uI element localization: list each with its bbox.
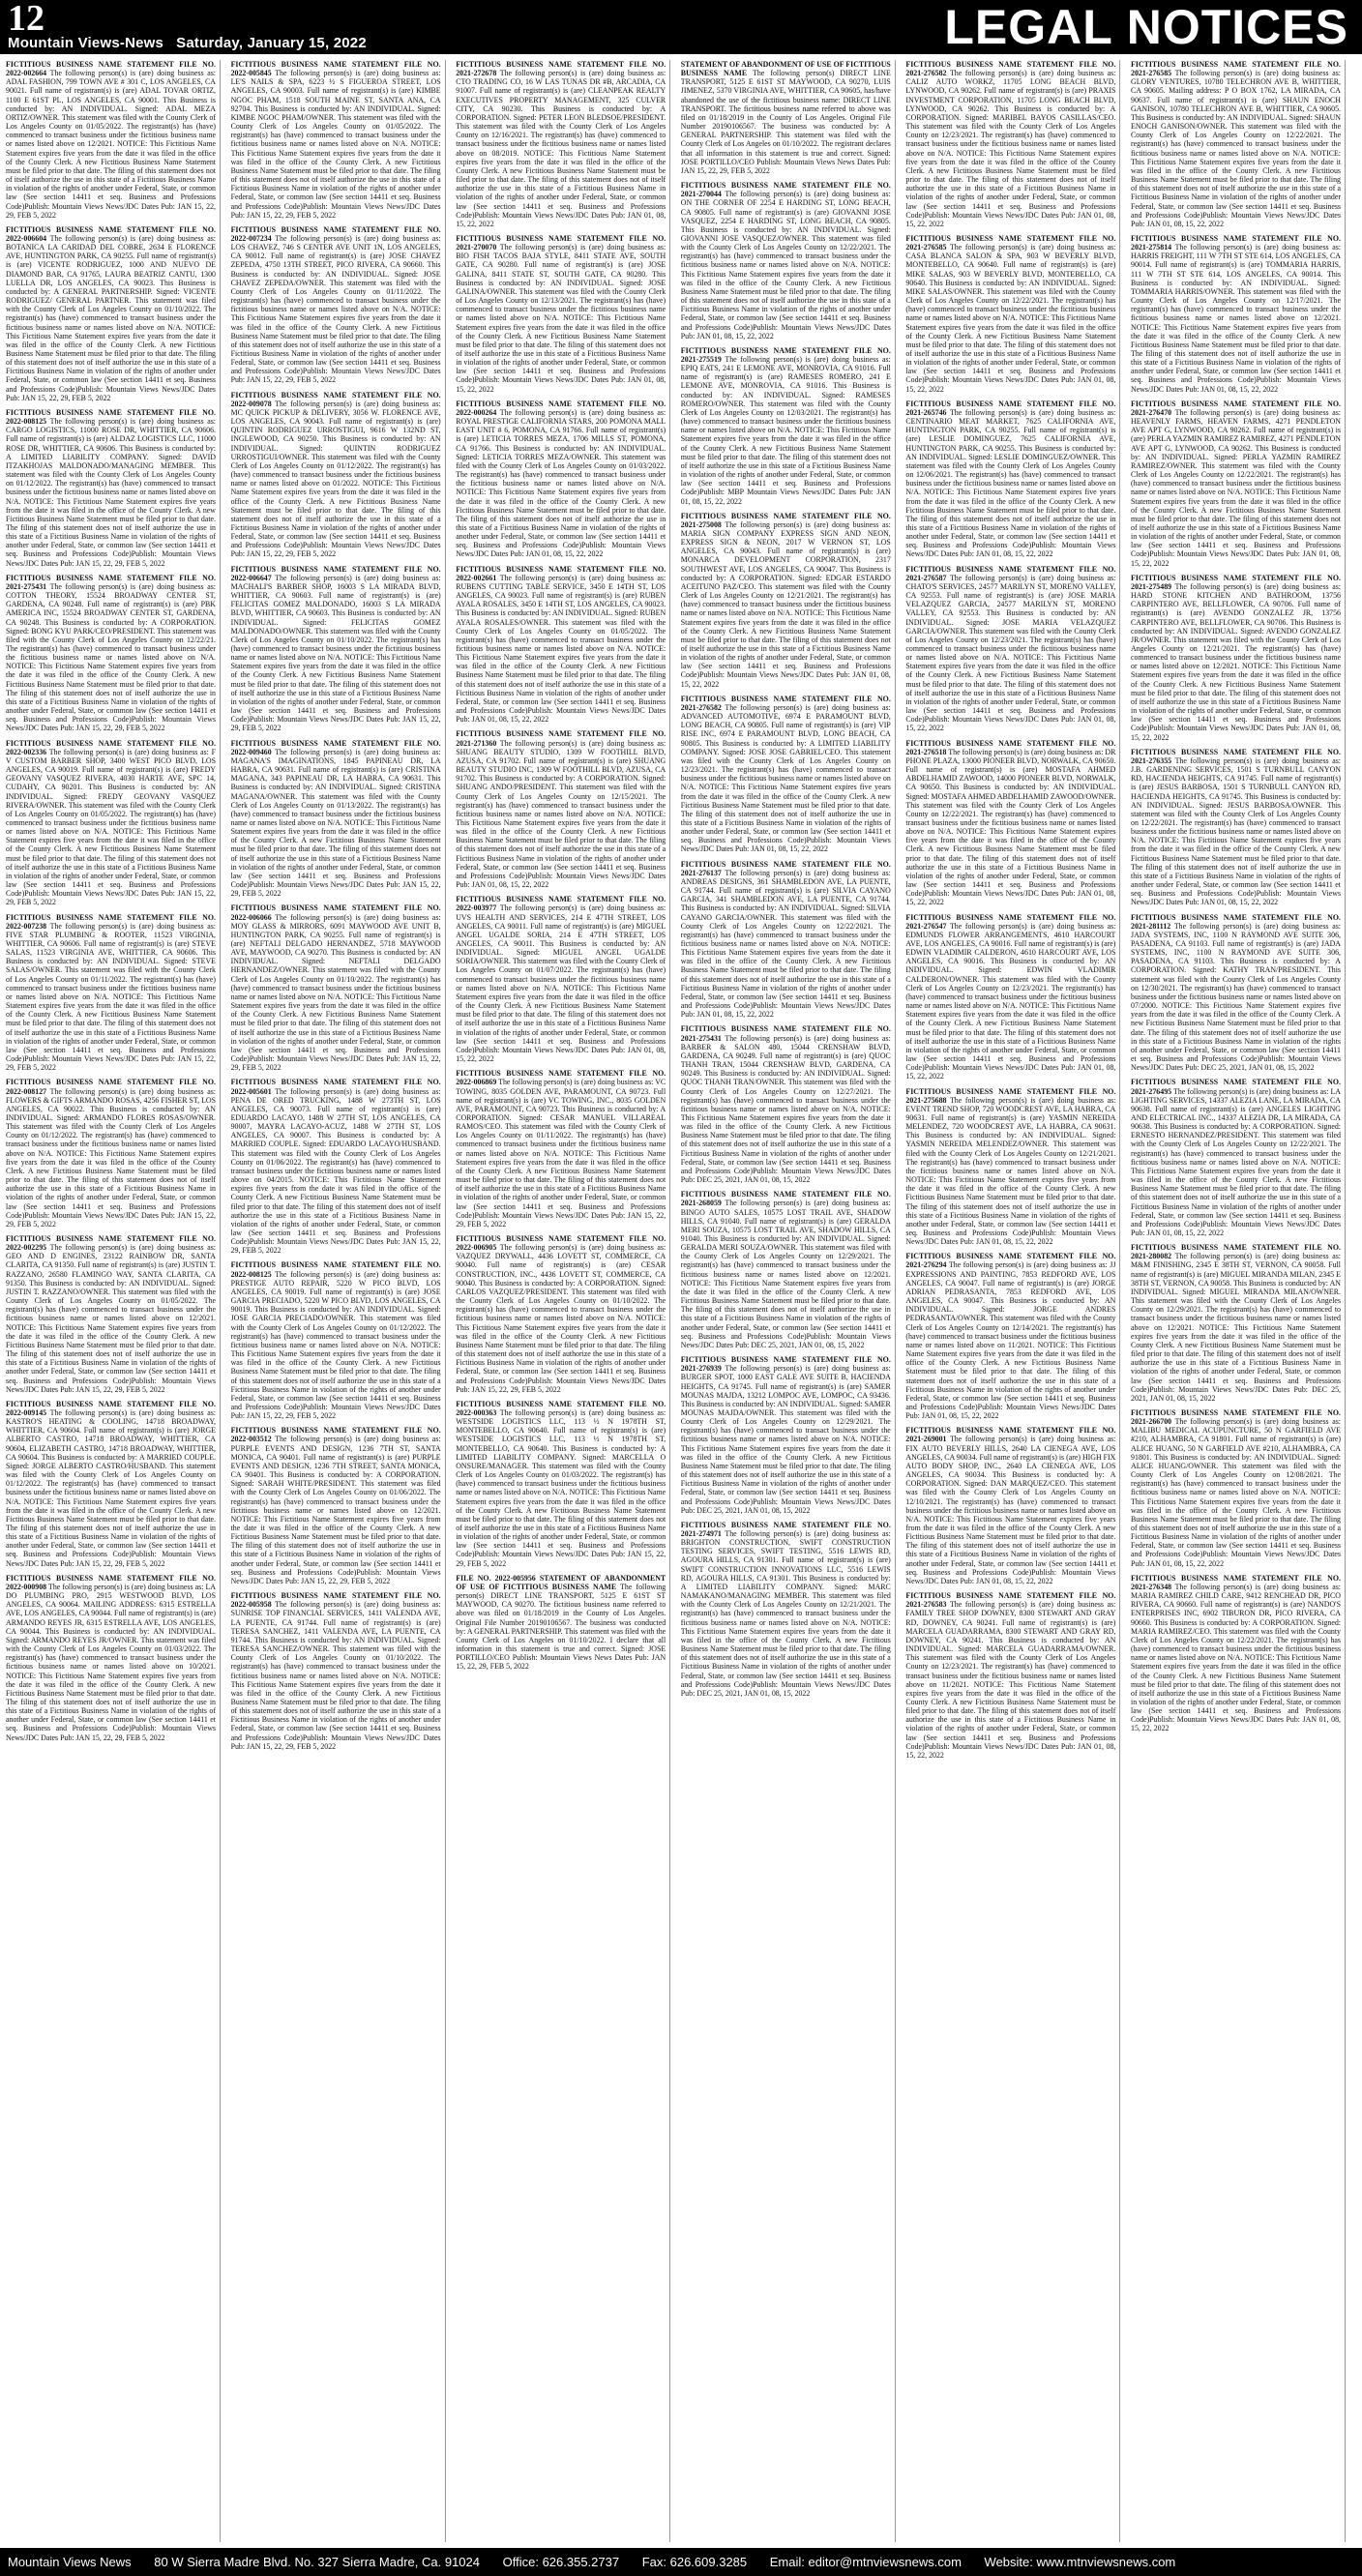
legal-notice (231, 1426, 441, 1585)
notice-body: The following person(s) is (are) doing business as: VC TOWING, 8035 GOLDEN AVE, PARAMOUNT, CA 90723. Full name of registrant(s) is (are) VC TOWING, INC., 8035 GOLDEN AVE, PARAMOUNT, CA 90723. This Business is conducted by: A CORPORATION. Signed: CESAR MANUEL VILLAREAL RAMOS/CEO. This statement was filed with the County Clerk of Los Angeles County on 01/11/2022. The registrant(s) has (have) commenced to transact business under the fictitious business name or names listed above on N/A. NOTICE: This Fictitious Name Statement expires five years from the date it was filed in the office of the County Clerk. A new Fictitious Business Name Statement must be filed prior to that date. The filing of this statement does not of itself authorize the use in this state of a Fictitious Business Name in violation of the rights of another under Federal, State, or common law (See section 14411 et seq. Business and Professions Code)Publish: Mountain Views News/JDC Dates Pub: JAN 15, 22, 29, FEB 5, 2022 (456, 1078, 666, 1229)
legal-notice (905, 565, 1115, 733)
legal-notice (6, 913, 216, 1073)
notice-heading: FICTITIOUS BUSINESS NAME STATEMENT FILE NO. 2022-009460 (230, 738, 441, 756)
footer-website: Website: www.mtnviewsnews.com (984, 2555, 1176, 2569)
notice-column (905, 60, 1120, 2542)
notice-heading: FICTITIOUS BUSINESS NAME STATEMENT FILE NO. 2021-271360 (456, 729, 666, 748)
footer-address: 80 W Sierra Madre Blvd. No. 327 Sierra Madre, Ca. 91024 (154, 2555, 480, 2569)
notice-body: The following person(s) is (are) doing business as: CARGO LOGISTICS, 11000 ROSE DR, WHITTIER, CA 90606. Full name of registrant(s) is (are) ALDAZ LOGISTICS LLC, 11000 ROSE DR, WHITTIER, CA 90606. This Business is conducted by: A LIMITED LIABILITY COMPANY. Signed: DAVID ITZAKHOJAS MALDONADO/MANAGING MEMBER. This statement was filed with the County Clerk of Los Angeles County on 01/12/2022. The registrant(s) has (have) commenced to transact business under the fictitious business name or names listed above on N/A. NOTICE: This Fictitious Name Statement expires five years from the date it was filed in the office of the County Clerk. A new Fictitious Business Name Statement must be filed prior to that date. The filing of this statement does not of itself authorize the use in this state of a Fictitious Business Name in violation of the rights of another under Federal, State, or common law (See section 14411 et seq. Business and Professions Code)Publish: Mountain Views News/JDC Dates Pub: JAN 15, 22, 29, FEB 5, 2022 (6, 417, 216, 568)
footer-fax: Fax: 626.609.3285 (641, 2555, 748, 2569)
notice-heading: FICTITIOUS BUSINESS NAME STATEMENT FILE NO. 2021-275688 (905, 1086, 1116, 1105)
notice-heading: FICTITIOUS BUSINESS NAME STATEMENT FILE NO. 2021-276518 (905, 738, 1116, 756)
notice-heading: FICTITIOUS BUSINESS NAME STATEMENT FILE NO. 2022-009078 (230, 390, 441, 408)
notice-body: The following person(s) is (are) doing business as: MAGANA'S IMAGINATIONS, 1845 PAPINEAU DR, LA HABRA, CA 90631. Full name of registrant(s) is (are) CRISTINA MAGANA, 343 PAPINEAU DR, LA HABRA, CA 90631. This Business is conducted by: AN INDIVIDUAL. Signed: CRISTINA MAGANA/OWNER. This statement was filed with the County Clerk of Los Angeles County on 01/13/2022. The registrant(s) has (have) commenced to transact business under the fictitious business name or names listed above on N/A. NOTICE: This Fictitious Name Statement expires five years from the date it was filed in the office of the County Clerk. A new Fictitious Business Name Statement must be filed prior to that date. The filing of this statement does not of itself authorize the use in this state of a Fictitious Business Name in violation of the rights of another under Federal, State, or common law (See section 14411 et seq. Business and Professions Code)Publish: Mountain Views News/JDC Dates Pub: JAN 15, 22, 29, FEB 5, 2022 (230, 747, 441, 899)
legal-notice (1131, 1408, 1341, 1568)
notice-heading: FICTITIOUS BUSINESS NAME STATEMENT FILE NO. 2022-007234 (230, 224, 441, 243)
notice-heading: FICTITIOUS BUSINESS NAME STATEMENT FILE NO. 2022-005958 (230, 1591, 441, 1610)
legal-notice (456, 1069, 666, 1229)
publication-name: Mountain Views-News (8, 35, 164, 51)
notice-heading: FICTITIOUS BUSINESS NAME STATEMENT FILE NO. 2021-275431 (680, 1024, 891, 1043)
notice-heading: FICTITIOUS BUSINESS NAME STATEMENT FILE NO. 2021-266700 (1131, 1407, 1341, 1427)
notice-body: The following person(s) is (are) doing business as: CHATO'S SERVICES, 24577 MARILYN ST, MORENO VALLEY, CA 92553. Full name of registrant(s) is (are) JOSE MARIA VELAZQUEZ GARCIA, 24577 MARILYN ST, MORENO VALLEY, CA 92553. This Business is conducted by: AN INDIVIDUAL. Signed: JOSE MARIA VELAZQUEZ GARCIA/OWNER. This statement was filed with the County Clerk of Los Angeles County on 12/23/2021. The registrant(s) has (have) commenced to transact business under the fictitious business name or names listed above on N/A. NOTICE: This Fictitious Name Statement expires five years from the date it was filed in the office of the County Clerk. A new Fictitious Business Name Statement must be filed prior to that date. The filing of this statement does not of itself authorize the use in this state of a Fictitious Business Name in violation of the rights of another under Federal, State, or common law (See section 14411 et seq. Business and Professions Code)Publish: Mountain Views News/JDC Dates Pub: JAN 01, 08, 15, 22, 2022 (905, 573, 1116, 733)
notice-heading: FICTITIOUS BUSINESS NAME STATEMENT FILE NO. 2022-005601 (230, 1078, 441, 1096)
notice-body: The following person(s) is (are) doing business as: ADAL FASHION, 799 TOWN AVE # 301 C, LOS ANGELES, CA 90021. Full name of registrant(s) is (are) ADAL TOVAR ORTIZ, 1100 E 61ST PL, LOS ANGELES, CA 90001. This Business is conducted by: AN INDIVIDUAL. Signed: ADAL MEZA ORTIZ/OWNER. This statement was filed with the County Clerk of Los Angeles County on 01/05/2022. The registrant(s) has (have) commenced to transact business under the fictitious business name or names listed above on 12/2021. NOTICE: This Fictitious Name Statement expires five years from the date it was filed in the office of the County Clerk. A new Fictitious Business Name Statement must be filed prior to that date. The filing of this statement does not of itself authorize the use in this state of a Fictitious Business Name in violation of the rights of another under Federal, State, or common law (See section 14411 et seq. Business and Professions Code)Publish: Mountain Views News/JDC Dates Pub: JAN 15, 22, 29, FEB 5, 2022 (6, 69, 216, 220)
notice-column (681, 60, 896, 2542)
notice-body: The following person(s) is (are) doing business as: MACHALI'S BARBER SHOP, 16003 S LA MIRADA BLVD, WHITTIER, CA 90603. Full name of registrant(s) is (are) FELICITAS GOMEZ MALDONADO, 16003 S LA MIRADA BLVD, WHITTIER, CA 90603. This Business is conducted by: AN INDIVIDUAL. Signed: FELICITAS GOMEZ MALDONADO/OWNER. This statement was filed with the County Clerk of Los Angeles County on 01/10/2022. The registrant(s) has (have) commenced to transact business under the fictitious business name or names listed above on N/A. NOTICE: This Fictitious Name Statement expires five years from the date it was filed in the office of the County Clerk. A new Fictitious Business Name Statement must be filed prior to that date. The filing of this statement does not of itself authorize the use in this state of a Fictitious Business Name in violation of the rights of another under Federal, State, or common law (See section 14411 et seq. Business and Professions Code)Publish: Mountain Views News/JDC Dates Pub: JAN 15, 22, 29, FEB 5, 2022 (230, 573, 441, 733)
notice-body: The following person(s) is (are) doing business as: LOS CHAVEZ, 746 S CENTER AVE UNIT 1N, LOS ANGELES, CA 90012. Full name of registrant(s) is (are) JOSE CHAVEZ ZEPEDA, 4750 13TH STREET, PICO RIVERA, CA 90660. This Business is conducted by: AN INDIVIDUAL. Signed: JOSE CHAVEZ ZEPEDA/OWNER. This statement was filed with the County Clerk of Los Angeles County on 01/11/2022. The registrant(s) has (have) commenced to transact business under the fictitious business name or names listed above on N/A. NOTICE: This Fictitious Name Statement expires five years from the date it was filed in the office of the County Clerk. A new Fictitious Business Name Statement must be filed prior to that date. The filing of this statement does not of itself authorize the use in this state of a Fictitious Business Name in violation of the rights of another under Federal, State, or common law (See section 14411 et seq. Business and Professions Code)Publish: Mountain Views News/JDC Dates Pub: JAN 15, 22, 29, FEB 5, 2022 (230, 233, 441, 385)
notice-heading: FICTITIOUS BUSINESS NAME STATEMENT FILE NO. 2021-276137 (680, 859, 891, 877)
notice-heading: STATEMENT OF ABANDONMENT OF USE OF FICTITIOUS BUSINESS NAME (680, 60, 891, 78)
notice-body: The following person(s) is (are) doing business as: PENA DE ORED TRUCKING, 1488 W 273TH ST, LOS ANGELES, CA 90073. Full name of registrant(s) is (are) EDUARDO LACAYO, 1488 W 27TH ST, LOS ANGELES, CA 90007, MAYRA LACAYO-ACUZ, 1488 W 27TH ST, LOS ANGELES, CA 90007. This Business is conducted by: A MARRIED COUPLE. Signed: EDUARDO LACAYO/HUSBAND. This statement was filed with the County Clerk of Los Angeles County on 01/06/2022. The registrant(s) has (have) commenced to transact business under the fictitious business name or names listed above on 04/2015. NOTICE: This Fictitious Name Statement expires five years from the date it was filed in the office of the County Clerk. A new Fictitious Business Name Statement must be filed prior to that date. The filing of this statement does not of itself authorize the use in this state of a Fictitious Business Name in violation of the rights of another under Federal, State, or common law (See section 14411 et seq. Business and Professions Code)Publish: Mountain Views News/JDC Dates Pub: JAN 15, 22, 29, FEB 5, 2022 (230, 1086, 441, 1256)
legal-notice (456, 1234, 666, 1394)
legal-notice (6, 574, 216, 733)
notice-heading: FICTITIOUS BUSINESS NAME STATEMENT FILE NO. 2022-009145 (6, 1399, 216, 1417)
legal-notice (231, 391, 441, 559)
footer-office-phone: Office: 626.355.2737 (502, 2555, 620, 2569)
notice-body: The following person(s) is (are) doing business as: LA DO PLUMBING PRO, 2915 WESTWOOD BLVD, LOS ANGELES, CA 90064. MAILING ADDRESS: 6315 ESTRELLA AVE, LOS ANGELES, CA 90044. Full name of registrant(s) is (are) ARMANDO REYES JR, 6315 ESTRELLA AVE, LOS ANGELES, CA 90044. This Business is conducted by: AN INDIVIDUAL. Signed: ARMANDO REYES JR/OWNER. This statement was filed with the County Clerk of Los Angeles County on 01/03/2022. The registrant(s) has (have) commenced to transact business under the fictitious business name or names listed above on 10/2021. NOTICE: This Fictitious Name Statement expires five years from the date it was filed in the office of the County Clerk. A new Fictitious Business Name Statement must be filed prior to that date. The filing of this statement does not of itself authorize the use in this state of a Fictitious Business Name in violation of the rights of another under Federal, State, or common law (See section 14411 et seq. Business and Professions Code)Publish: Mountain Views News/JDC Dates Pub: JAN 15, 22, 29, FEB 5, 2022 (6, 1582, 216, 1742)
legal-notice (231, 739, 441, 899)
notice-body: The following person(s) is (are) doing business as: CALIZ AUTO WORKZ, 11705 LONG BEACH BLVD, LYNWOOD, CA 90262. Full name of registrant(s) is (are) PRAXIS INVESTMENT CORPORATION, 11705 LONG BEACH BLVD, LYNWOOD, CA 90262. This Business is conducted by: A CORPORATION. Signed: MARIBEL BAYOS CASILLAS/CEO. This statement was filed with the County Clerk of Los Angeles County on 12/23/2021. The registrant(s) has (have) commenced to transact business under the fictitious business name or names listed above on N/A. NOTICE: This Fictitious Name Statement expires five years from the date it was filed in the office of the County Clerk. A new Fictitious Business Name Statement must be filed prior to that date. The filing of this statement does not of itself authorize the use in this state of a Fictitious Business Name in violation of the rights of another under Federal, State, or common law (See section 14411 et seq. Business and Professions Code)Publish: Mountain Views News/JDC Dates Pub: JAN 01, 08, 15, 22, 2022 (905, 69, 1116, 228)
notice-body: The following person(s) is (are) doing business as: EDMUNDS FLOWER ARRANGEMENTS, 4610 HARCOURT AVE, LOS ANGELES, CA 90016. Full name of registrant(s) is (are) EDWIN VLADIMIR CALDERON, 4610 HARCOURT AVE, LOS ANGELES, CA 90016. This Business is conducted by: AN INDIVIDUAL. Signed: EDWIN VLADIMIR CALDERON/OWNER. This statement was filed with the County Clerk of Los Angeles County on 12/23/2021. The registrant(s) has (have) commenced to transact business under the fictitious business name or names listed above on N/A. NOTICE: This Fictitious Name Statement expires five years from the date it was filed in the office of the County Clerk. A new Fictitious Business Name Statement must be filed prior to that date. The filing of this statement does not of itself authorize the use in this state of a Fictitious Business Name in violation of the rights of another under Federal, State, or common law (See section 14411 et seq. Business and Professions Code)Publish: Mountain Views News/JDC Dates Pub: JAN 01, 08, 15, 22, 2022 (905, 921, 1116, 1081)
notice-body: The following person(s) is (are) doing business as: COTTON THEORY, 15524 BROADWAY CENTER ST, GARDENA, CA 90248. Full name of registrant(s) is (are) PBK AMERICA INC, 15524 BROADWAY CENTER ST, GARDENA, CA 90248. This Business is conducted by: A CORPORATION. Signed: BONG KYU PARK/CEO/PRESIDENT. This statement was filed with the County Clerk of Los Angeles County on 12/22/21. The registrant(s) has (have) commenced to transact business under the fictitious business name or names listed above on N/A. NOTICE: This Fictitious Name Statement expires five years from the date it was filed in the office of the County Clerk. A new Fictitious Business Name Statement must be filed prior to that date. The filing of this statement does not of itself authorize the use in this state of a Fictitious Business Name in violation of the rights of another under Federal, State, or common law (See section 14411 et seq. Business and Professions Code)Publish: Mountain Views News/JDC Dates Pub: JAN 15, 22, 29, FEB 5, 2022 (6, 581, 216, 733)
notice-body: The following person(s) is (are) doing business as: HARD STONE KITCHEN AND BATHROOM, 13756 CARPINTERO AVE, BELLFLOWER, CA 90706. Full name of registrant(s) is (are) AVENDO GONZALEZ JR, 13756 CARPINTERO AVE, BELLFLOWER, CA 90706. This Business is conducted by: AN INDIVIDUAL. Signed: AVENDO GONZALEZ JR/OWNER. This statement was filed with the County Clerk of Los Angeles County on 12/21/2021. The registrant(s) has (have) commenced to transact business under the fictitious business name or names listed above on 12/2021. NOTICE: This Fictitious Name Statement expires five years from the date it was filed in the office of the County Clerk. A new Fictitious Business Name Statement must be filed prior to that date. The filing of this statement does not of itself authorize the use in this state of a Fictitious Business Name in violation of the rights of another under Federal, State, or common law (See section 14411 et seq. Business and Professions Code)Publish: Mountain Views News/JDC Dates Pub: JAN 01, 08, 15, 22, 2022 (1131, 581, 1341, 742)
legal-notice (6, 1574, 216, 1742)
legal-notice (231, 1591, 441, 1751)
notice-heading: FICTITIOUS BUSINESS NAME STATEMENT FILE NO. 2022-006905 (456, 1234, 666, 1253)
legal-notice (1131, 748, 1341, 907)
notice-heading: FICTITIOUS BUSINESS NAME STATEMENT FILE NO. 2021-270044 (680, 181, 891, 199)
notice-body: The following person(s) is (are) doing business as: GEO AND D ENGINES, 23122 RAINBOW DR, SANTA CLARITA, CA 91350. Full name of registrant(s) is (are) JUSTIN T. RAZZANO, 26580 FLAMINGO WAY, SANTA CLARITA, CA 91350. This Business is conducted by: AN INDIVIDUAL. Signed: JUSTIN T. RAZZANO/OWNER. This statement was filed with the County Clerk of Los Angeles County on 01/05/2022. The registrant(s) has (have) commenced to transact business under the fictitious business name or names listed above on 12/2021. NOTICE: This Fictitious Name Statement expires five years from the date it was filed in the office of the County Clerk. A new Fictitious Business Name Statement must be filed prior to that date. The filing of this statement does not of itself authorize the use in this state of a Fictitious Business Name in violation of the rights of another under Federal, State, or common law (See section 14411 et seq. Business and Professions Code)Publish: Mountain Views News/JDC Dates Pub: JAN 15, 22, 29, FEB 5, 2022 (6, 1243, 216, 1394)
notice-body: The following person(s) is (are) doing business as: RUBENS CUTTING TABLE SERVICE, 3450 E 14TH ST, LOS ANGELES, CA 90023. Full name of registrant(s) is (are) RUBEN AYALA ROSALES, 3450 E 14TH ST, LOS ANGELES, CA 90023. This Business is conducted by: AN INDIVIDUAL. Signed: RUBEN AYALA ROSALES/OWNER. This statement was filed with the County Clerk of Los Angeles County on 01/05/2022. The registrant(s) has (have) commenced to transact business under the fictitious business name or names listed above on N/A. NOTICE: This Fictitious Name Statement expires five years from the date it was filed in the office of the County Clerk. A new Fictitious Business Name Statement must be filed prior to that date. The filing of this statement does not of itself authorize the use in this state of a Fictitious Business Name in violation of the rights of another under Federal, State, or common law (See section 14411 et seq. Business and Professions Code)Publish: Mountain Views News/JDC Dates Pub: JAN 01, 08, 15, 22, 2022 (456, 573, 666, 725)
publication-dateline (8, 35, 367, 51)
notice-heading: FICTITIOUS BUSINESS NAME STATEMENT FILE NO. 2022-005845 (230, 60, 441, 78)
legal-notice (681, 60, 891, 175)
legal-notice (6, 1078, 216, 1229)
notice-heading: FICTITIOUS BUSINESS NAME STATEMENT FILE NO. 2021-275008 (680, 511, 891, 529)
notice-heading: FICTITIOUS BUSINESS NAME STATEMENT FILE NO. 2021-276470 (1131, 399, 1341, 417)
notice-heading: FICTITIOUS BUSINESS NAME STATEMENT FILE NO. 2021-268059 (680, 1190, 891, 1208)
notice-body: The following person(s) is (are) doing business as: FAMILY TREE SHOP DOWNEY, 8300 STEWART AND GRAY RD, DOWNEY, CA 90241. Full name of registrant(s) is (are) MARCELA GUADARRAMA, 8300 STEWART AND GRAY RD, DOWNEY, CA 90241. This Business is conducted by: AN INDIVIDUAL. Signed: MARCELA GUADARRAMA/OWNER. This statement was filed with the County Clerk of Los Angeles County on 12/23/2021. The registrant(s) has (have) commenced to transact business under the fictitious business name or names listed above on 11/2021. NOTICE: This Fictitious Name Statement expires five years from the date it was filed in the office of the County Clerk. A new Fictitious Business Name Statement must be filed prior to that date. The filing of this statement does not of itself authorize the use in this state of a Fictitious Business Name in violation of the rights of another under Federal, State, or common law (See section 14411 et seq. Business and Professions Code)Publish: Mountain Views News/JDC Dates Pub: JAN 01, 08, 15, 22, 2022 (905, 1600, 1116, 1760)
notice-heading: FICTITIOUS BUSINESS NAME STATEMENT FILE NO. 2021-275814 (1131, 233, 1341, 252)
legal-notice (1131, 1243, 1341, 1403)
legal-notice (456, 1574, 666, 1672)
notice-body: The following person(s) DIRECT LINE TRANSPORT, 5125 E 61ST ST MAYWOOD, CA 90270. The fictitious business name referred to above was filed on 01/18/2019 in the County of Los Angeles. Original File Number 20190106567. The business was conducted by: A GENERAL PARTNERSHIP. This statement was filed with the County Clerk of Los Angeles on 01/10/2022. I declare that all information in this statement is true and correct. Signed: JOSE PORTILLO/CEO Publish: Mountain Views News Dates Pub: JAN 15, 22, 29, FEB 5, 2022 (456, 1582, 666, 1672)
legal-notice (905, 1591, 1115, 1760)
legal-notice (681, 181, 891, 341)
notice-heading: FICTITIOUS BUSINESS NAME STATEMENT FILE NO. 2022-006869 (456, 1069, 666, 1087)
legal-notice (1131, 60, 1341, 228)
notice-body: The following person(s) is (are) doing business as: FIX AUTO BEVERLY HILLS, 2640 LA CIENEGA AVE, LOS ANGELES, CA 90034. Full name of registrant(s) is (are) HIGH FIX AUTO BODY SHOP, INC., 2640 LA CIENEGA AVE, LOS ANGELES, CA 90034. This Business is conducted by: A CORPORATION. Signed: DAN MARQUEZ/CEO. This statement was filed with the County Clerk of Los Angeles County on 12/10/2021. The registrant(s) has (have) commenced to transact business under the fictitious business name or names listed above on N/A. NOTICE: This Fictitious Name Statement expires five years from the date it was filed in the office of the County Clerk. A new Fictitious Business Name Statement must be filed prior to that date. The filing of this statement does not of itself authorize the use in this state of a Fictitious Business Name in violation of the rights of another under Federal, State, or common law (See section 14411 et seq. Business and Professions Code)Publish: Mountain Views News/JDC Dates Pub: JAN 01, 08, 15, 22, 2022 (905, 1435, 1116, 1585)
notice-heading: FICTITIOUS BUSINESS NAME STATEMENT FILE NO. 2021-265746 (905, 399, 1116, 417)
legal-notice (456, 729, 666, 889)
notice-column (456, 60, 670, 2542)
notice-body: The following person(s) is (are) doing business as: SHUANG BEAUTY STUDIO, 1309 W FOOTHILL BLVD, AZUSA, CA 91702. Full name of registrant(s) is (are) SHUANG BEAUTY STUDIO INC, 1309 W FOOTHILL BLVD, AZUSA, CA 91702. This Business is conducted by: A CORPORATION. Signed: SHUANG ANDO/PRESIDENT. This statement was filed with the County Clerk of Los Angeles County on 12/15/2021. The registrant(s) has (have) commenced to transact business under the fictitious business name or names listed above on N/A. NOTICE: This Fictitious Name Statement expires five years from the date it was filed in the office of the County Clerk. A new Fictitious Business Name Statement must be filed prior to that date. The filing of this statement does not of itself authorize the use in this state of a Fictitious Business Name in violation of the rights of another under Federal, State, or common law (See section 14411 et seq. Business and Professions Code)Publish: Mountain Views News/JDC Dates Pub: JAN 01, 08, 15, 22, 2022 (456, 738, 666, 890)
notice-heading: FICTITIOUS BUSINESS NAME STATEMENT FILE NO. 2022-006604 (6, 224, 216, 243)
notice-heading: FICTITIOUS BUSINESS NAME STATEMENT FILE NO. 2022-008127 (6, 1078, 216, 1096)
notice-body: The following person(s) is (are) doing business as: BIO FISH TACOS BAJA STYLE, 8411 STATE AVE, SOUTH GATE, CA 90280. Full name of registrant(s) is (are) JOSE GALINA, 8411 STATE ST, SOUTH GATE, CA 90280. This Business is conducted by: AN INDIVIDUAL. Signed: JOSE GALINA/OWNER. This statement was filed with the County Clerk of Los Angeles County on 12/13/2021. The registrant(s) has (have) commenced to transact business under the fictitious business name or names listed above on N/A. NOTICE: This Fictitious Name Statement expires five years from the date it was filed in the office of the County Clerk. A new Fictitious Business Name Statement must be filed prior to that date. The filing of this statement does not of itself authorize the use in this state of a Fictitious Business Name in violation of the rights of another under Federal, State, or common law (See section 14411 et seq. Business and Professions Code)Publish: Mountain Views News/JDC Dates Pub: JAN 01, 08, 15, 22, 2022 (456, 243, 666, 394)
legal-notice (905, 1426, 1115, 1585)
notice-heading: FICTITIOUS BUSINESS NAME STATEMENT FILE NO. 2021-276939 (680, 1355, 891, 1374)
notice-body: The following person(s) is (are) doing business as: MC QUICK PICKUP & DELIVERY, 3056 W. FLORENCE AVE, LOS ANGELES, CA 90043. Full name of registrant(s) is (are) QUINTIN RODRIGUEZ URROSTIGUI, 9616 W 132ND ST, INGLEWOOD, CA 90250. This Business is conducted by: AN INDIVIDUAL. Signed: QUINTIN RODRIGUEZ URROSTIGUI/OWNER. This statement was filed with the County Clerk of Los Angeles County on 01/12/2022. The registrant(s) has (have) commenced to transact business under the fictitious business name or names listed above on 01/2022. NOTICE: This Fictitious Name Statement expires five years from the date it was filed in the office of the County Clerk. A new Fictitious Business Name Statement must be filed prior to that date. The filing of this statement does not of itself authorize the use in this state of a Fictitious Business Name in violation of the rights of another under Federal, State, or common law (See section 14411 et seq. Business and Professions Code)Publish: Mountain Views News/JDC Dates Pub: JAN 15, 22, 29, FEB 5, 2022 (230, 399, 441, 559)
legal-notice (681, 1355, 891, 1515)
notice-body: The following person(s) is (are) doing business as: CASA BLANCA SALON & SPA, 903 W BEVERLY BLVD, MONTEBELLO, CA 90640. Full name of registrant(s) is (are) MIKE SALAS, 903 W BEVERLY BLVD, MONTEBELLO, CA 90640. This Business is conducted by: AN INDIVIDUAL. Signed: MIKE SALAS/OWNER. This statement was filed with the County Clerk of Los Angeles County on 12/22/2021. The registrant(s) has (have) commenced to transact business under the fictitious business name or names listed above on N/A. NOTICE: This Fictitious Name Statement expires five years from the date it was filed in the office of the County Clerk. A new Fictitious Business Name Statement must be filed prior to that date. The filing of this statement does not of itself authorize the use in this state of a Fictitious Business Name in violation of the rights of another under Federal, State, or common law (See section 14411 et seq. Business and Professions Code)Publish: Mountain Views News/JDC Dates Pub: JAN 01, 08, 15, 22, 2022 (905, 243, 1116, 394)
legal-notice (231, 1260, 441, 1420)
notice-heading: FICTITIOUS BUSINESS NAME STATEMENT FILE NO. 2021-276495 (1131, 1078, 1341, 1096)
notice-heading: FICTITIOUS BUSINESS NAME STATEMENT FILE NO. 2021-276294 (905, 1252, 1116, 1270)
notice-body: The following person(s) is (are) doing business as: MOY GLASS & MIRRORS, 6091 MAYWOOD AVE UNIT B, HUNTINGTON PARK, CA 90255. Full name of registrant(s) is (are) NEFTALI DELGADO HERNANDEZ, 5718 MAYWOOD AVE, MAYWOOD, CA 90270. This Business is conducted by: AN INDIVIDUAL. Signed: NEFTALI DELGADO HERNANDEZ/OWNER. This statement was filed with the County Clerk of Los Angeles County on 01/10/2022. The registrant(s) has (have) commenced to transact business under the fictitious business name or names listed above on N/A. NOTICE: This Fictitious Name Statement expires five years from the date it was filed in the office of the County Clerk. A new Fictitious Business Name Statement must be filed prior to that date. The filing of this statement does not of itself authorize the use in this state of a Fictitious Business Name in violation of the rights of another under Federal, State, or common law (See section 14411 et seq. Business and Professions Code)Publish: Mountain Views News/JDC Dates Pub: JAN 15, 22, 29, FEB 5, 2022 (230, 912, 441, 1073)
legal-notice (456, 565, 666, 725)
notice-body: The following person(s) is (are) doing business as: EPIQ EATS, 241 E LEMONE AVE, MONROVIA, CA 91016. Full name of registrant(s) is (are) RAMESES ROMERO, 241 E LEMONE AVE, MONROVIA, CA 91016. This Business is conducted by: AN INDIVIDUAL. Signed: RAMESES ROMERO/OWNER. This statement was filed with the County Clerk of Los Angeles County on 12/03/2021. The registrant(s) has (have) commenced to transact business under the fictitious business name or names listed above on N/A. NOTICE: This Fictitious Name Statement expires five years from the date it was filed in the office of the County Clerk. A new Fictitious Business Name Statement must be filed prior to that date. The filing of this statement does not of itself authorize the use in this state of a Fictitious Business Name in violation of the rights of another under Federal, State, or common law (See section 14411 et seq. Business and Professions Code)Publish: MBP Mountain Views News/JDC Dates Pub: JAN 01, 08, 15, 22, 2022 (680, 355, 891, 506)
notice-heading: FICTITIOUS BUSINESS NAME STATEMENT FILE NO. 2021-275519 (680, 345, 891, 364)
notice-body: The following person(s) is (are) doing business as: ADVANCED AUTOMOTIVE, 6974 E PARAMOUNT BLVD, LONG BEACH, CA 90805. Full name of registrant(s) is (are) VIP RISE INC, 6974 E PARAMOUNT BLVD, LONG BEACH, CA 90805. This Business is conducted by: A LIMITED LIABILITY COMPANY. Signed: JOSE JOSE GABRIEL/CEO. This statement was filed with the County Clerk of Los Angeles County on 12/23/2021. The registrant(s) has (have) commenced to transact business under the fictitious business name or names listed above on N/A. NOTICE: This Fictitious Name Statement expires five years from the date it was filed in the office of the County Clerk. A new Fictitious Business Name Statement must be filed prior to that date. The filing of this statement does not of itself authorize the use in this state of a Fictitious Business Name in violation of the rights of another under Federal, State, or common law (See section 14411 et seq. Business and Professions Code)Publish: Mountain Views News/JDC Dates Pub: JAN 01, 08, 15, 22, 2022 (680, 702, 891, 854)
notice-heading: FICTITIOUS BUSINESS NAME STATEMENT FILE NO. 2021-276547 (905, 912, 1116, 931)
notice-heading: FICTITIOUS BUSINESS NAME STATEMENT FILE NO. 2021-281112 (1131, 912, 1341, 931)
notice-body: The following person(s) is (are) doing business as: FIVE STAR PLUMBING & ROOTER, 11523 VIRGINIA, WHITTIER, CA 90606. Full name of registrant(s) is (are) STEVE SALAS, 11523 VIRGINIA AVE, WHITTIER, CA 90606. This Business is conducted by: AN INDIVIDUAL. Signed: STEVE SALAS/OWNER. This statement was filed with the County Clerk of Los Angeles County on 01/11/2022. The registrant(s) has (have) commenced to transact business under the fictitious business name or names listed above on N/A. NOTICE: This Fictitious Name Statement expires five years from the date it was filed in the office of the County Clerk. A new Fictitious Business Name Statement must be filed prior to that date. The filing of this statement does not of itself authorize the use in this state of a Fictitious Business Name in violation of the rights of another under Federal, State, or common law (See section 14411 et seq. Business and Professions Code)Publish: Mountain Views News/JDC Dates Pub: JAN 15, 22, 29, FEB 5, 2022 (6, 921, 216, 1073)
notice-body: The following person(s) is (are) doing business as: PRESTIGE AUTO REPAIR, 5220 W PICO BLVD, LOS ANGELES, CA 90019. Full name of registrant(s) is (are) JOSE GARCIA PRECIADO, 5220 W PICO BLVD, LOS ANGELES, CA 90019. This Business is conducted by: AN INDIVIDUAL. Signed: JOSE GARCIA PRECIADO/OWNER. This statement was filed with the County Clerk of Los Angeles County on 01/12/2022. The registrant(s) has (have) commenced to transact business under the fictitious business name or names listed above on N/A. NOTICE: This Fictitious Name Statement expires five years from the date it was filed in the office of the County Clerk. A new Fictitious Business Name Statement must be filed prior to that date. The filing of this statement does not of itself authorize the use in this state of a Fictitious Business Name in violation of the rights of another under Federal, State, or common law (See section 14411 et seq. Business and Professions Code)Publish: Mountain Views News/JDC Dates Pub: JAN 15, 22, 29, FEB 5, 2022 (230, 1269, 441, 1421)
legal-notice (456, 234, 666, 394)
legal-notice (1131, 574, 1341, 742)
legal-notice (905, 739, 1115, 907)
notice-heading: FICTITIOUS BUSINESS NAME STATEMENT FILE NO. 2022-002664 (6, 60, 216, 78)
legal-notice (1131, 400, 1341, 568)
notice-heading: FILE NO. 2022-005956 STATEMENT OF ABANDONMENT OF USE OF FICTITIOUS BUSINESS NAME (456, 1573, 666, 1591)
notice-body: The following person(s) is (are) doing business as: LE'S NAILS & SPA, 6223 ½ S FIGUEROA STREET, LOS ANGELES, CA 90003. Full name of registrant(s) is (are) KIMBE NGOC PHAM, 1518 SOUTH MAINE ST, SANTA ANA, CA 92704. This Business is conducted by: AN INDIVIDUAL. Signed: KIMBE NGOC PHAM/OWNER. This statement was filed with the County Clerk of Los Angeles County on 01/05/2022. The registrant(s) has (have) commenced to transact business under the fictitious business name or names listed above on N/A. NOTICE: This Fictitious Name Statement expires five years from the date it was filed in the office of the County Clerk. A new Fictitious Business Name Statement must be filed prior to that date. The filing of this statement does not of itself authorize the use in this state of a Fictitious Business Name in violation of the rights of another under Federal, State, or common law (See section 14411 et seq. Business and Professions Code)Publish: Mountain Views News/JDC Dates Pub: JAN 15, 22, 29, FEB 5, 2022 (230, 69, 441, 220)
notice-heading: FICTITIOUS BUSINESS NAME STATEMENT FILE NO. 2022-003977 (456, 895, 666, 913)
notice-body: The following person(s) is (are) doing business as: MARIA SIGN COMPANY EXPRESS SIGN AND NEON, EXPRESS SIGN & NEON, 2017 W VERNON ST, LOS ANGELES, CA 90043. Full name of registrant(s) is (are) MONARCA DEVELOPMENT CORPORATION, 2317 SOUTHWEST AVE, LOS ANGELES, CA 90047. This Business is conducted by: A CORPORATION. Signed: EDGAR ESTARDO ACEITUNO PAZ/CEO. This statement was filed with the County Clerk of Los Angeles County on 12/21/2021. The registrant(s) has (have) commenced to transact business under the fictitious business name or names listed above on N/A. NOTICE: This Fictitious Name Statement expires five years from the date it was filed in the office of the County Clerk. A new Fictitious Business Name Statement must be filed prior to that date. The filing of this statement does not of itself authorize the use in this state of a Fictitious Business Name in violation of the rights of another under Federal, State, or common law (See section 14411 et seq. Business and Professions Code)Publish: Mountain Views News/JDC Dates Pub: JAN 01, 08, 15, 22, 2022 (680, 519, 891, 689)
notice-column (6, 60, 221, 2542)
notice-heading: FICTITIOUS BUSINESS NAME STATEMENT FILE NO. 2022-003512 (230, 1426, 441, 1444)
notice-body: The following person(s) is (are) doing business as: MALIBU MEDICAL ACUPUNCTURE, 50 N GARFIELD AVE #210, ALHAMBRA, CA 91801. Full name of registrant(s) is (are) ALICE HUANG, 50 N GARFIELD AVE #210, ALHAMBRA, CA 91801. This Business is conducted by: AN INDIVIDUAL. Signed: ALICE HUANG/OWNER. This statement was filed with the County Clerk of Los Angeles County on 12/08/2021. The registrant(s) has (have) commenced to transact business under the fictitious business name or names listed above on N/A. NOTICE: This Fictitious Name Statement expires five years from the date it was filed in the office of the County Clerk. A new Fictitious Business Name Statement must be filed prior to that date. The filing of this statement does not of itself authorize the use in this state of a Fictitious Business Name in violation of the rights of another under Federal, State, or common law (See section 14411 et seq. Business and Professions Code)Publish: Mountain Views News/JDC Dates Pub: JAN 01, 08, 15, 22, 2022 (1131, 1417, 1341, 1568)
notice-heading: FICTITIOUS BUSINESS NAME STATEMENT FILE NO. 2021-276582 (680, 694, 891, 712)
notice-body: The following person(s) is (are) doing business as: KASTRO'S HEATING & COOLING, 14718 BROADWAY, WHITTIER, CA 90604. Full name of registrant(s) is (are) JORGE ALBERTO CASTRO, 14718 BROADWAY, WHITTIER, CA 90604, ELIZABETH CASTRO, 14718 BROADWAY, WHITTIER, CA 90604. This Business is conducted by: A MARRIED COUPLE. Signed: JORGE ALBERTO CASTRO/HUSBAND. This statement was filed with the County Clerk of Los Angeles County on 01/12/2022. The registrant(s) has (have) commenced to transact business under the fictitious business name or names listed above on N/A. NOTICE: This Fictitious Name Statement expires five years from the date it was filed in the office of the County Clerk. A new Fictitious Business Name Statement must be filed prior to that date. The filing of this statement does not of itself authorize the use in this state of a Fictitious Business Name in violation of the rights of another under Federal, State, or common law (See section 14411 et seq. Business and Professions Code)Publish: Mountain Views News/JDC Dates Pub: JAN 15, 22, 29, FEB 5, 2022 (6, 1407, 216, 1568)
notice-body: The following person(s) DIRECT LINE TRANSPORT, 5125 E 61ST ST MAYWOOD, CA 90270, LUIS JIMENEZ, 5370 VIRGINIA AVE, WHITTIER, CA 90605, has/have abandoned the use of the fictitious business name: DIRECT LINE TRANSPORT. The fictitious business name referred to above was filed on 01/18/2019 in the County of Los Angeles. Original File Number 20190106567. The business was conducted by: A GENERAL PARTNERSHIP. This statement was filed with the County Clerk of Los Angeles on 01/10/2022. The registrant declares that all information in this statement is true and correct. Signed: JOSE PORTILLO/CEO Publish: Mountain Views News Dates Pub: JAN 15, 22, 29, FEB 5, 2022 (680, 69, 891, 175)
legal-notice (1131, 1078, 1341, 1237)
legal-notice (905, 234, 1115, 394)
legal-notice (6, 60, 216, 220)
notice-body: The following person(s) is (are) doing business as: BOTANICA LA CARIDAD DEL COBRE, 2634 E FLORENCE AVE, HUNTINGTON PARK, CA 90255. Full name of registrant(s) is (are) VICENTE RODRIGUEZ, 1000 AND NUEVO DE DIAMOND BAR, CA 91765, LAURA BEATRIZ CANTU, 1300 LUELLA DR, LOS ANGELES, CA 90023. This Business is conducted by: A GENERAL PARTNERSHIP. Signed: VICENTE RODRIGUEZ/ GENERAL PARTNER. This statement was filed with the County Clerk of Los Angeles County on 01/10/2022. The registrant(s) has (have) commenced to transact business under the fictitious business name or names listed above on N/A. NOTICE: This Fictitious Name Statement expires five years from the date it was filed in the office of the County Clerk. A new Fictitious Business Name Statement must be filed prior to that date. The filing of this statement does not of itself authorize the use in this state of a Fictitious Business Name in violation of the rights of another under Federal, State, or common law (See section 14411 et seq. Business and Professions Code)Publish: Mountain Views News/JDC Dates Pub: JAN 15, 22, 29, FEB 5, 2022 (6, 233, 216, 402)
notice-heading: FICTITIOUS BUSINESS NAME STATEMENT FILE NO. 2022-002336 (6, 738, 216, 756)
page-number: 12 (8, 0, 44, 39)
notice-heading: FICTITIOUS BUSINESS NAME STATEMENT FILE NO. 2022-008125 (230, 1260, 441, 1279)
notice-body: The following person(s) is (are) doing business as: FLOWERS & GIFTS ARMANDO ROSAS, 4256 FISHER ST, LOS ANGELES, CA 90022. This Business is conducted by: AN INDIVIDUAL. Signed: ARMANDO FLORES ROSAS/OWNER. This statement was filed with the County Clerk of Los Angeles County on 01/12/2022. The registrant(s) has (have) commenced to transact business under the fictitious business name or names listed above on N/A. NOTICE: This Fictitious Name Statement expires five years from the date it was filed in the office of the County Clerk. A new Fictitious Business Name Statement must be filed prior to that date. The filing of this statement does not of itself authorize the use in this state of a Fictitious Business Name in violation of the rights of another under Federal, State, or common law (See section 14411 et seq. Business and Professions Code)Publish: Mountain Views News/JDC Dates Pub: JAN 15, 22, 29, FEB 5, 2022 (6, 1086, 216, 1229)
masthead (0, 0, 1362, 54)
legal-notice (1131, 913, 1341, 1073)
notice-heading: FICTITIOUS BUSINESS NAME STATEMENT FILE NO. 2021-276348 (1131, 1573, 1341, 1591)
legal-notice (231, 60, 441, 220)
legal-notice (681, 346, 891, 506)
notice-body: The following person(s) is (are) doing business as: VAZQUEZ DRYWALL, 4436 LOVETT ST, COMMERCE, CA 90040. Full name of registrant(s) is (are) CESAR CONSTRUCTION, INC., 4436 LOVETT ST, COMMERCE, CA 90040. This Business is conducted by: A CORPORATION. Signed: CARLOS VAZQUEZ/PRESIDENT. This statement was filed with the County Clerk of Los Angeles County on 01/10/2022. The registrant(s) has (have) commenced to transact business under the fictitious business name or names listed above on N/A. NOTICE: This Fictitious Name Statement expires five years from the date it was filed in the office of the County Clerk. A new Fictitious Business Name Statement must be filed prior to that date. The filing of this statement does not of itself authorize the use in this state of a Fictitious Business Name in violation of the rights of another under Federal, State, or common law (See section 14411 et seq. Business and Professions Code)Publish: Mountain Views News/JDC Dates Pub: JAN 15, 22, 29, FEB 5, 2022 (456, 1243, 666, 1394)
notice-heading: FICTITIOUS BUSINESS NAME STATEMENT FILE NO. 2021-276582 (905, 60, 1116, 78)
notice-body: The following person(s) is (are) doing business as: PURPLE EVENTS AND DESIGN, 1236 7TH ST, SANTA MONICA, CA 90401. Full name of registrant(s) is (are) PURPLE EVENTS AND DESIGN, 1236 7TH STREET, SANTA MONICA, CA 90401. This Business is conducted by: A CORPORATION. Signed: SARAH WHITE/PRESIDENT. This statement was filed with the County Clerk of Los Angeles County on 01/06/2022. The registrant(s) has (have) commenced to transact business under the fictitious business name or names listed above on 12/2021. NOTICE: This Fictitious Name Statement expires five years from the date it was filed in the office of the County Clerk. A new Fictitious Business Name Statement must be filed prior to that date. The filing of this statement does not of itself authorize the use in this state of a Fictitious Business Name in violation of the rights of another under Federal, State, or common law (See section 14411 et seq. Business and Professions Code)Publish: Mountain Views News/JDC Dates Pub: JAN 15, 22, 29, FEB 5, 2022 (230, 1435, 441, 1585)
legal-notice (905, 400, 1115, 559)
notice-heading: FICTITIOUS BUSINESS NAME STATEMENT FILE NO. 2021-280082 (1131, 1243, 1341, 1261)
notice-heading: FICTITIOUS BUSINESS NAME STATEMENT FILE NO. 2021-276587 (905, 564, 1116, 582)
notice-heading: FICTITIOUS BUSINESS NAME STATEMENT FILE NO. 2021-276585 (905, 233, 1116, 252)
legal-notice (1131, 234, 1341, 394)
legal-notice (6, 739, 216, 907)
notice-body: The following person(s) is (are) doing business as: CENTINARIO MEAT MARKET, 7625 CALIFORNIA AVE, HUNTINGTON PARK, CA 90255. Full name of registrant(s) is (are) LESLIE DOMINGUEZ, 7625 CALIFORNIA AVE, HUNTINGTON PARK, CA 90255. This Business is conducted by: AN INDIVIDUAL. Signed: LESLIE DOMINGUEZ/OWNER. This statement was filed with the County Clerk of Los Angeles County on 12/06/2021. The registrant(s) has (have) commenced to transact business under the fictitious business name or names listed above on N/A. NOTICE: This Fictitious Name Statement expires five years from the date it was filed in the office of the County Clerk. A new Fictitious Business Name Statement must be filed prior to that date. The filing of this statement does not of itself authorize the use in this state of a Fictitious Business Name in violation of the rights of another under Federal, State, or common law (See section 14411 et seq. Business and Professions Code)Publish: Mountain Views News/JDC Dates Pub: JAN 01, 08, 15, 22, 2022 (905, 407, 1116, 559)
publication-date: Saturday, January 15, 2022 (176, 35, 367, 51)
notice-heading: FICTITIOUS BUSINESS NAME STATEMENT FILE NO. 2021-272678 (456, 60, 666, 78)
notice-heading: FICTITIOUS BUSINESS NAME STATEMENT FILE NO. 2022-006647 (230, 564, 441, 582)
notice-body: The following person(s) is (are) doing business as: M&M FINISHING, 2345 E 38TH ST, VERNON, CA 90058. Full name of registrant(s) is (are) MIGUEL MIRANDA MILAN, 2345 E 38TH ST, VERNON, CA 90058. This Business is conducted by: AN INDIVIDUAL. Signed: MIGUEL MIRANDA MILAN/OWNER. This statement was filed with the County Clerk of Los Angeles County on 12/29/2021. The registrant(s) has (have) commenced to transact business under the fictitious business name or names listed above on 12/2021. NOTICE: This Fictitious Name Statement expires five years from the date it was filed in the office of the County Clerk. A new Fictitious Business Name Statement must be filed prior to that date. The filing of this statement does not of itself authorize the use in this state of a Fictitious Business Name in violation of the rights of another under Federal, State, or common law (See section 14411 et seq. Business and Professions Code)Publish: Mountain Views News/JDC Dates Pub: DEC 25, 2021, JAN 01, 08, 15, 2022 (1131, 1252, 1341, 1403)
notice-body: The following person(s) is (are) doing business as: LA LIGHTING SERVICES, 14337 ALEZIA LANE, LA MIRADA, CA 90638. Full name of registrant(s) is (are) ANGELES LIGHTING AND ELECTRICAL INC., 14337 ALEZIA DR, LA MIRADA, CA 90638. This Business is conducted by: A CORPORATION. Signed: ERNESTO HERNANDEZ/PRESIDENT. This statement was filed with the County Clerk of Los Angeles County on 12/22/2021. The registrant(s) has (have) commenced to transact business under the fictitious business name or names listed above on N/A. NOTICE: This Fictitious Name Statement expires five years from the date it was filed in the office of the County Clerk. A new Fictitious Business Name Statement must be filed prior to that date. The filing of this statement does not of itself authorize the use in this state of a Fictitious Business Name in violation of the rights of another under Federal, State, or common law (See section 14411 et seq. Business and Professions Code)Publish: Mountain Views News/JDC Dates Pub: JAN 01, 08, 15, 22, 2022 (1131, 1086, 1341, 1237)
notice-body: The following person(s) is (are) doing business as: ON THE CORNER OF 2254 E HARDING ST, LONG BEACH, CA 90805. Full name of registrant(s) is (are) GIOVANNI JOSE VASQUEZ, 2254 E HARDING ST, LONG BEACH, CA 90805. This Business is conducted by: AN INDIVIDUAL. Signed: GIOVANNI JOSE VASQUEZ/OWNER. This statement was filed with the County Clerk of Los Angeles County on 12/22/2021. The registrant(s) has (have) commenced to transact business under the fictitious business name or names listed above on N/A. NOTICE: This Fictitious Name Statement expires five years from the date it was filed in the office of the County Clerk. A new Fictitious Business Name Statement must be filed prior to that date. The filing of this statement does not of itself authorize the use in this state of a Fictitious Business Name in violation of the rights of another under Federal, State, or common law (See section 14411 et seq. Business and Professions Code)Publish: Mountain Views News/JDC Dates Pub: JAN 01, 08, 15, 22, 2022 (680, 190, 891, 341)
legal-notice (1131, 1574, 1341, 1733)
notice-body: The following person(s) is (are) doing business as: DR PHONE PLAZA, 13000 PIONEER BLVD, NORWALK, CA 90650. Full name of registrant(s) is (are) MOSTAFA AHMED ABDELHAMID ZAWOOD, 14000 PIONEER BLVD, NORWALK, CA 90650. This Business is conducted by: AN INDIVIDUAL. Signed: MOSTAFA AHMED ABDELHAMID ZAWOOD/OWNER. This statement was filed with the County Clerk of Los Angeles County on 12/22/2021. The registrant(s) has (have) commenced to transact business under the fictitious business name or names listed above on N/A. NOTICE: This Fictitious Name Statement expires five years from the date it was filed in the office of the County Clerk. A new Fictitious Business Name Statement must be filed prior to that date. The filing of this statement does not of itself authorize the use in this state of a Fictitious Business Name in violation of the rights of another under Federal, State, or common law (See section 14411 et seq. Business and Professions Code)Publish: Mountain Views News/JDC Dates Pub: JAN 01, 08, 15, 22, 2022 (905, 747, 1116, 907)
page-footer (0, 2548, 1362, 2576)
notice-heading: FICTITIOUS BUSINESS NAME STATEMENT FILE NO. 2022-007238 (6, 912, 216, 931)
notice-body: The following person(s) is (are) doing business as: F V CUSTOM BARBER SHOP, 3400 WEST PICO BLVD, LOS ANGELES, CA 90019. Full name of registrant(s) is (are) FREDY GEOVANY VASQUEZ RIVERA, 4030 HARTE AVE, SPC 14, CUDAHY, CA 90201. This Business is conducted by: AN INDIVIDUAL. Signed: FREDY GEOVANY VASQUEZ RIVERA/OWNER. This statement was filed with the County Clerk of Los Angeles County on 01/05/2022. The registrant(s) has (have) commenced to transact business under the fictitious business name or names listed above on N/A. NOTICE: This Fictitious Name Statement expires five years from the date it was filed in the office of the County Clerk. A new Fictitious Business Name Statement must be filed prior to that date. The filing of this statement does not of itself authorize the use in this state of a Fictitious Business Name in violation of the rights of another under Federal, State, or common law (See section 14411 et seq. Business and Professions Code)Publish: Mountain Views News/JDC Dates Pub: JAN 15, 22, 29, FEB 5, 2022 (6, 747, 216, 907)
legal-notice (681, 512, 891, 689)
legal-notice (6, 225, 216, 402)
notice-heading: FICTITIOUS BUSINESS NAME STATEMENT FILE NO. 2021-269001 (905, 1426, 1116, 1444)
legal-notice (6, 408, 216, 568)
legal-notice (681, 1521, 891, 1698)
notice-column (1131, 60, 1346, 2542)
notice-body: The following person(s) is (are) doing business as: BARBER & SALON 480, 15044 CRENSHAW BLVD, GARDENA, CA 90249. Full name of registrant(s) is (are) QUOC THANH TRAN, 15044 CRENSHAW BLVD, GARDENA, CA 90249. This Business is conducted by: AN INDIVIDUAL. Signed: QUOC THANH TRAN/OWNER. This statement was filed with the County Clerk of Los Angeles County on 12/27/2021. The registrant(s) has (have) commenced to transact business under the fictitious business name or names listed above on N/A. NOTICE: This Fictitious Name Statement expires five years from the date it was filed in the office of the County Clerk. A new Fictitious Business Name Statement must be filed prior to that date. The filing of this statement does not of itself authorize the use in this state of a Fictitious Business Name in violation of the rights of another under Federal, State, or common law (See section 14411 et seq. Business and Professions Code)Publish: Mountain Views News/JDC Dates Pub: DEC 25, 2021, JAN 01, 08, 15, 2022 (680, 1033, 891, 1185)
notice-body: The following person(s) is (are) doing business as: ANDREAS DESIGNS, 361 SHAMBLEDON AVE, LA PUENTE, CA 91744. Full name of registrant(s) is (are) SILVIA CAYANO GARCIA, 341 SHAMBLEDON AVE, LA PUENTE, CA 91744. This Business is conducted by: AN INDIVIDUAL. Signed: SILVIA CAYANO GARCIA/OWNER. This statement was filed with the County Clerk of Los Angeles County on 12/22/2021. The registrant(s) has (have) commenced to transact business under the fictitious business name or names listed above on N/A. NOTICE: This Fictitious Name Statement expires five years from the date it was filed in the office of the County Clerk. A new Fictitious Business Name Statement must be filed prior to that date. The filing of this statement does not of itself authorize the use in this state of a Fictitious Business Name in violation of the rights of another under Federal, State, or common law (See section 14411 et seq. Business and Professions Code)Publish: Mountain Views News/JDC Dates Pub: JAN 01, 08, 15, 22, 2022 (680, 868, 891, 1020)
legal-notice (456, 1400, 666, 1568)
notice-body: The following person(s) is (are) doing business as: EVENT TREND SHOP, 720 WOODCREST AVE, LA HABRA, CA 90631. Full name of registrant(s) is (are) YASMIN NEREIDA MELENDEZ, 720 WOODCREST AVE, LA HABRA, CA 90631. This Business is conducted by: AN INDIVIDUAL. Signed: YASMIN NEREIDA MELENDEZ/OWNER. This statement was filed with the County Clerk of Los Angeles County on 12/21/2021. The registrant(s) has (have) commenced to transact business under the fictitious business name or names listed above on N/A. NOTICE: This Fictitious Name Statement expires five years from the date it was filed in the office of the County Clerk. A new Fictitious Business Name Statement must be filed prior to that date. The filing of this statement does not of itself authorize the use in this state of a Fictitious Business Name in violation of the rights of another under Federal, State, or common law (See section 14411 et seq. Business and Professions Code)Publish: Mountain Views News/JDC Dates Pub: JAN 01, 08, 15, 22, 2022 (905, 1095, 1116, 1247)
notice-body: The following person(s) is (are) doing business as: UVS HEALTH AND SERVICES, 214 E 47TH STREET, LOS ANGELES, CA 90011. Full name of registrant(s) is (are) MIGUEL ANGEL UGALDE SORIA, 214 E 47TH STREET, LOS ANGELES, CA 90011. This Business is conducted by: AN INDIVIDUAL. Signed: MIGUEL ANGEL UGALDE SORIA/OWNER. This statement was filed with the County Clerk of Los Angeles County on 01/07/2022. The registrant(s) has (have) commenced to transact business under the fictitious business name or names listed above on N/A. NOTICE: This Fictitious Name Statement expires five years from the date it was filed in the office of the County Clerk. A new Fictitious Business Name Statement must be filed prior to that date. The filing of this statement does not of itself authorize the use in this state of a Fictitious Business Name in violation of the rights of another under Federal, State, or common law (See section 14411 et seq. Business and Professions Code)Publish: Mountain Views News/JDC Dates Pub: JAN 01, 08, 15, 22, 2022 (456, 903, 666, 1064)
notice-body: The following person(s) is (are) doing business as: JADA SYSTEMS, INC, 1100 N RAYMOND AVE SUITE 306, PASADENA, CA 91103. Full name of registrant(s) is (are) JADA SYSTEMS, INC, 1100 N RAYMOND AVE SUITE 306, PASADENA, CA 91103. This Business is conducted by: A CORPORATION. Signed: KATHY TRAN/PRESIDENT. This statement was filed with the County Clerk of Los Angeles County on 12/30/2021. The registrant(s) has (have) commenced to transact business under the fictitious business name or names listed above on 07/2000. NOTICE: This Fictitious Name Statement expires five years from the date it was filed in the office of the County Clerk. A new Fictitious Business Name Statement must be filed prior to that date. The filing of this statement does not of itself authorize the use in this state of a Fictitious Business Name in violation of the rights of another under Federal, State, or common law (See section 14411 et seq. Business and Professions Code)Publish: Mountain Views News/JDC Dates Pub: DEC 25, 2021, JAN 01, 08, 15, 2022 (1131, 921, 1341, 1073)
footer-name: Mountain Views News (8, 2555, 132, 2569)
notice-body: The following person(s) is (are) doing business as: BINGO AUTO SALES, 10575 LOST TRAIL AVE, SHADOW HILLS, CA 91040. Full name of registrant(s) is (are) GERALDA MERI SOUZA, 10575 LOST TRAIL AVE, SHADOW HILLS, CA 91040. This Business is conducted by: AN INDIVIDUAL. Signed: GERALDA MERI SOUZA/OWNER. This statement was filed with the County Clerk of Los Angeles County on 12/29/2021. The registrant(s) has (have) commenced to transact business under the fictitious business name or names listed above on 12/2021. NOTICE: This Fictitious Name Statement expires five years from the date it was filed in the office of the County Clerk. A new Fictitious Business Name Statement must be filed prior to that date. The filing of this statement does not of itself authorize the use in this state of a Fictitious Business Name in violation of the rights of another under Federal, State, or common law (See section 14411 et seq. Business and Professions Code)Publish: Mountain Views News/JDC Dates Pub: DEC 25, 2021, JAN 01, 08, 15, 2022 (680, 1199, 891, 1349)
legal-notice (231, 1078, 441, 1255)
notice-heading: FICTITIOUS BUSINESS NAME STATEMENT FILE NO. 2022-000908 (6, 1573, 216, 1591)
notice-heading: FICTITIOUS BUSINESS NAME STATEMENT FILE NO. 2021-275431 (6, 573, 216, 591)
notice-body: The following person(s) is (are) doing business as: ROYAL PRESTIGE CALIFORNIA STARS, 200 POMONA MALL EAST UNIT # 6, POMONA, CA 91766. Full name of registrant(s) is (are) LETICIA TORRES MEZA, 1706 MILLS ST, POMONA, CA 91766. This Business is conducted by: AN INDIVIDUAL. Signed: LETICIA TORRES MEZA/OWNER. This statement was filed with the County Clerk of Los Angeles County on 01/03/2022. The registrant(s) has (have) commenced to transact business under the fictitious business name or names listed above on N/A. NOTICE: This Fictitious Name Statement expires five years from the date it was filed in the office of the County Clerk. A new Fictitious Business Name Statement must be filed prior to that date. The filing of this statement does not of itself authorize the use in this state of a Fictitious Business Name in violation of the rights of another under Federal, State, or common law (See section 14411 et seq. Business and Professions Code)Publish: Mountain Views News/JDC Dates Pub: JAN 01, 08, 15, 22, 2022 (456, 407, 666, 559)
legal-notices-columns (6, 60, 1356, 2542)
notice-body: The following person(s) is (are) doing business as: GLORY VENTURES, 10780 TELECHRON AVE B, WHITTIER, CA 90605. Mailing address: P O BOX 1762, LA MIRADA, CA 90637. Full name of registrant(s) is (are) SHAUN ENOCH GANISON, 10780 TELECHRON AVE B, WHITTIER, CA 90605. This Business is conducted by: AN INDIVIDUAL. Signed: SHAUN ENOCH GANISON/OWNER. This statement was filed with the County Clerk of Los Angeles County on 12/22/2021. The registrant(s) has (have) commenced to transact business under the fictitious business name or names listed above on N/A. NOTICE: This Fictitious Name Statement expires five years from the date it was filed in the office of the County Clerk. A new Fictitious Business Name Statement must be filed prior to that date. The filing of this statement does not of itself authorize the use in this state of a Fictitious Business Name in violation of the rights of another under Federal, State, or common law (See section 14411 et seq. Business and Professions Code)Publish: Mountain Views News/JDC Dates Pub: JAN 01, 08, 15, 22, 2022 (1131, 69, 1341, 228)
notice-heading: FICTITIOUS BUSINESS NAME STATEMENT FILE NO. 2021-275489 (1131, 573, 1341, 591)
notice-body: The following person(s) is (are) doing business as: J.B. GARDENING SERVICES, 1501 S TURNBULL CANYON RD, HACIENDA HEIGHTS, CA 91745. Full name of registrant(s) is (are) JESUS BARBOSA, 1501 S TURNBULL CANYON RD, HACIENDA HEIGHTS, CA 91745. This Business is conducted by: AN INDIVIDUAL. Signed: JESUS BARBOSA/OWNER. This statement was filed with the County Clerk of Los Angeles County on 12/22/2021. The registrant(s) has (have) commenced to transact business under the fictitious business name or names listed above on N/A. NOTICE: This Fictitious Name Statement expires five years from the date it was filed in the office of the County Clerk. A new Fictitious Business Name Statement must be filed prior to that date. The filing of this statement does not of itself authorize the use in this state of a Fictitious Business Name in violation of the rights of another under Federal, State, or common law (See section 14411 et seq. Business and Professions Code)Publish: Mountain Views News/JDC Dates Pub: JAN 01, 08, 15, 22, 2022 (1131, 755, 1341, 907)
legal-notice (905, 913, 1115, 1081)
legal-notice (231, 903, 441, 1072)
legal-notice (905, 60, 1115, 228)
notice-body: The following person(s) is (are) doing business as: WESTSIDE LOGISTICS LLC, 113 ½ N 1978TH ST, MONTEBELLO, CA 90640. Full name of registrant(s) is (are) WESTSIDE LOGISTICS LLC, 113 ½ N 1978TH ST, MONTEBELLO, CA 90640. This Business is conducted by: A LIMITED LIABILITY COMPANY. Signed: MARCELLA O ONSURE/MANAGER. This statement was filed with the County Clerk of Los Angeles County on 01/03/2022. The registrant(s) has (have) commenced to transact business under the fictitious business name or names listed above on N/A. NOTICE: This Fictitious Name Statement expires five years from the date it was filed in the office of the County Clerk. A new Fictitious Business Name Statement must be filed prior to that date. The filing of this statement does not of itself authorize the use in this state of a Fictitious Business Name in violation of the rights of another under Federal, State, or common law (See section 14411 et seq. Business and Professions Code)Publish: Mountain Views News/JDC Dates Pub: JAN 15, 22, 29, FEB 5, 2022 (456, 1407, 666, 1568)
legal-notice (905, 1087, 1115, 1247)
notice-heading: FICTITIOUS BUSINESS NAME STATEMENT FILE NO. 2021-276355 (1131, 747, 1341, 765)
notice-heading: FICTITIOUS BUSINESS NAME STATEMENT FILE NO. 2022-000264 (456, 399, 666, 417)
notice-heading: FICTITIOUS BUSINESS NAME STATEMENT FILE NO. 2021-276583 (905, 1591, 1116, 1610)
legal-notice (231, 565, 441, 733)
legal-notice (231, 225, 441, 385)
notice-body: The following person(s) is (are) doing business as: SUNRISE TOP FINANCIAL SERVICES, 1411 VALENDA AVE, LA PUENTE, CA 91744. Full name of registrant(s) is (are) TERESA SANCHEZ, 1411 VALENDA AVE, LA PUENTE, CA 91744. This Business is conducted by: AN INDIVIDUAL. Signed: TERESA SANCHEZ/OWNER. This statement was filed with the County Clerk of Los Angeles County on 01/10/2022. The registrant(s) has (have) commenced to transact business under the fictitious business name or names listed above on N/A. NOTICE: This Fictitious Name Statement expires five years from the date it was filed in the office of the County Clerk. A new Fictitious Business Name Statement must be filed prior to that date. The filing of this statement does not of itself authorize the use in this state of a Fictitious Business Name in violation of the rights of another under Federal, State, or common law (See section 14411 et seq. Business and Professions Code)Publish: Mountain Views News/JDC Dates Pub: JAN 15, 22, 29, FEB 5, 2022 (230, 1600, 441, 1751)
legal-notice (681, 860, 891, 1020)
section-title: LEGAL NOTICES (944, 0, 1348, 54)
legal-notice (6, 1400, 216, 1568)
notice-body: The following person(s) is (are) doing business as: MARIA RAMIREZ CHILD CARE, 9412 RENCHEAD DR, PICO RIVERA, CA 90660. Full name of registrant(s) is (are) NANDO'S ENTERPRISES INC, 6902 TIBURON DR, PICO RIVERA, CA 90660. This Business is conducted by: A CORPORATION. Signed: MARIA RAMIREZ/CEO. This statement was filed with the County Clerk of Los Angeles County on 12/22/2021. The registrant(s) has (have) commenced to transact business under the fictitious business name or names listed above on N/A. NOTICE: This Fictitious Name Statement expires five years from the date it was filed in the office of the County Clerk. A new Fictitious Business Name Statement must be filed prior to that date. The filing of this statement does not of itself authorize the use in this state of a Fictitious Business Name in violation of the rights of another under Federal, State, or common law (See section 14411 et seq. Business and Professions Code)Publish: Mountain Views News/JDC Dates Pub: JAN 01, 08, 15, 22, 2022 (1131, 1582, 1341, 1733)
notice-body: The following person(s) is (are) doing business as: BRIGHTON CONSTRUCTION, SWIFT CONSTRUCTION TESTING SERVICES, SWIFT TESTING, 5516 LEWIS RD, AGOURA HILLS, CA 91301. Full name of registrant(s) is (are) SWIFT CONSTRUCTION INNOVATIONS LLC, 5516 LEWIS RD, AGOURA HILLS, CA 91301. This Business is conducted by: A LIMITED LIABILITY COMPANY. Signed: MARC NAMAKANO/MANAGING MEMBER. This statement was filed with the County Clerk of Los Angeles County on 12/21/2021. The registrant(s) has (have) commenced to transact business under the fictitious business name or names listed above on N/A. NOTICE: This Fictitious Name Statement expires five years from the date it was filed in the office of the County Clerk. A new Fictitious Business Name Statement must be filed prior to that date. The filing of this statement does not of itself authorize the use in this state of a Fictitious Business Name in violation of the rights of another under Federal, State, or common law (See section 14411 et seq. Business and Professions Code)Publish: Mountain Views News/JDC Dates Pub: DEC 25, 2021, JAN 01, 08, 15, 2022 (680, 1529, 891, 1698)
notice-heading: FICTITIOUS BUSINESS NAME STATEMENT FILE NO. 2022-002295 (6, 1234, 216, 1253)
notice-heading: FICTITIOUS BUSINESS NAME STATEMENT FILE NO. 2021-270070 (456, 233, 666, 252)
notice-body: The following person(s) is (are) doing business as: BURGER SPOT, 1000 EAST GALE AVE SUITE B, HACIENDA HEIGHTS, CA 91745. Full name of registrant(s) is (are) SAMER MOUNAS MAJDA, 13212 LOMPOC AVE, LOMPOC, CA 93436. This Business is conducted by: AN INDIVIDUAL. Signed: SAMER MOUNAS MAJDA/OWNER. This statement was filed with the County Clerk of Los Angeles County on 12/29/2021. The registrant(s) has (have) commenced to transact business under the fictitious business name or names listed above on N/A. NOTICE: This Fictitious Name Statement expires five years from the date it was filed in the office of the County Clerk. A new Fictitious Business Name Statement must be filed prior to that date. The filing of this statement does not of itself authorize the use in this state of a Fictitious Business Name in violation of the rights of another under Federal, State, or common law (See section 14411 et seq. Business and Professions Code)Publish: Mountain Views News/JDC Dates Pub: DEC 25, 2021, JAN 01, 08, 15, 2022 (680, 1364, 891, 1515)
notice-body: The following person(s) is (are) doing business as: HARRIS FREIGHT, 111 W 7TH ST STE 614, LOS ANGELES, CA 90014. Full name of registrant(s) is (are) TOMMARIA HARRIS, 111 W 7TH ST STE 614, LOS ANGELES, CA 90014. This Business is conducted by: AN INDIVIDUAL. Signed: TOMMARIA HARRIS/OWNER. This statement was filed with the County Clerk of Los Angeles County on 12/17/2021. The registrant(s) has (have) commenced to transact business under the fictitious business name or names listed above on 12/2021. NOTICE: This Fictitious Name Statement expires five years from the date it was filed in the office of the County Clerk. A new Fictitious Business Name Statement must be filed prior to that date. The filing of this statement does not of itself authorize the use in this state of a Fictitious Business Name in violation of the rights of another under Federal, State, or common law (See section 14411 et seq. Business and Professions Code)Publish: Mountain Views News/JDC Dates Pub: JAN 01, 08, 15, 22, 2022 (1131, 243, 1341, 394)
notice-heading: FICTITIOUS BUSINESS NAME STATEMENT FILE NO. 2022-000363 (456, 1399, 666, 1417)
legal-notice (681, 1190, 891, 1349)
notice-body: The following person(s) is (are) doing business as: JJ EXPRESSIONS AND PAINTING, 7853 REDFORD AVE, LOS ANGELES, CA 90047. Full name of registrant(s) is (are) JORGE ADRIAN PEDRASANTA, 7853 REDFORD AVE, LOS ANGELES, CA 90047. This Business is conducted by: AN INDIVIDUAL. Signed: JORGE ANDRES PEDRASANTA/OWNER. This statement was filed with the County Clerk of Los Angeles County on 12/14/2021. The registrant(s) has (have) commenced to transact business under the fictitious business name or names listed above on 11/2021. NOTICE: This Fictitious Name Statement expires five years from the date it was filed in the office of the County Clerk. A new Fictitious Business Name Statement must be filed prior to that date. The filing of this statement does not of itself authorize the use in this state of a Fictitious Business Name in violation of the rights of another under Federal, State, or common law (See section 14411 et seq. Business and Professions Code)Publish: Mountain Views News/JDC Dates Pub: JAN 01, 08, 15, 22, 2022 (905, 1260, 1116, 1421)
notice-heading: FICTITIOUS BUSINESS NAME STATEMENT FILE NO. 2022-002661 (456, 564, 666, 582)
legal-notice (456, 400, 666, 559)
legal-notice (681, 695, 891, 854)
notice-heading: FICTITIOUS BUSINESS NAME STATEMENT FILE NO. 2022-006066 (230, 903, 441, 922)
notice-heading: FICTITIOUS BUSINESS NAME STATEMENT FILE NO. 2022-008125 (6, 407, 216, 427)
notice-column (231, 60, 446, 2542)
legal-notice (681, 1024, 891, 1184)
notice-body: The following person(s) is (are) doing business as: CTO TRADING CO, 16 W LAS TUNAS DR #B, ARCADIA, CA 91007. Full name of registrant(s) is (are) CLEANPEAK REALTY EXECUTIVES PROPERTY MANAGEMENT, 325 CULVER CITY, CA 90230. This Business is conducted by: A CORPORATION. Signed: PETER LEON BLEDSOE/PRESIDENT. This statement was filed with the County Clerk of Los Angeles County on 12/16/2021. The registrant(s) has (have) commenced to transact business under the fictitious business name or names listed above on 08/2019. NOTICE: This Fictitious Name Statement expires five years from the date it was filed in the office of the County Clerk. A new Fictitious Business Name Statement must be filed prior to that date. The filing of this statement does not of itself authorize the use in this state of a Fictitious Business Name in violation of the rights of another under Federal, State, or common law (See section 14411 et seq. Business and Professions Code)Publish: Mountain Views News/JDC Dates Pub: JAN 01, 08, 15, 22, 2022 (456, 69, 666, 228)
legal-notice (905, 1252, 1115, 1420)
footer-email: Email: editor@mtnviewsnews.com (769, 2555, 962, 2569)
legal-notice (456, 895, 666, 1063)
notice-heading: FICTITIOUS BUSINESS NAME STATEMENT FILE NO. 2021-274971 (680, 1520, 891, 1538)
notice-heading: FICTITIOUS BUSINESS NAME STATEMENT FILE NO. 2021-276585 (1131, 60, 1341, 78)
notice-body: The following person(s) is (are) doing business as: HEAVENLY FARMS, HEAVEN FARMS, 4271 PENDLETON AVE APT G, LYNWOOD, CA 90262. Full name of registrant(s) is (are) PERLA YAZMIN RAMIREZ RAMIREZ, 4271 PENDLETON AVE APT G, LYNWOOD, CA 90262. This Business is conducted by: AN INDIVIDUAL. Signed: PERLA YAZMIN RAMIREZ RAMIREZ/OWNER. This statement was filed with the County Clerk of Los Angeles County on 12/22/2021. The registrant(s) has (have) commenced to transact business under the fictitious business name or names listed above on N/A. NOTICE: This Fictitious Name Statement expires five years from the date it was filed in the office of the County Clerk. A new Fictitious Business Name Statement must be filed prior to that date. The filing of this statement does not of itself authorize the use in this state of a Fictitious Business Name in violation of the rights of another under Federal, State, or common law (See section 14411 et seq. Business and Professions Code)Publish: Mountain Views News/JDC Dates Pub: JAN 01, 08, 15, 22, 2022 (1131, 407, 1341, 568)
legal-notice (6, 1234, 216, 1394)
legal-notice (456, 60, 666, 228)
